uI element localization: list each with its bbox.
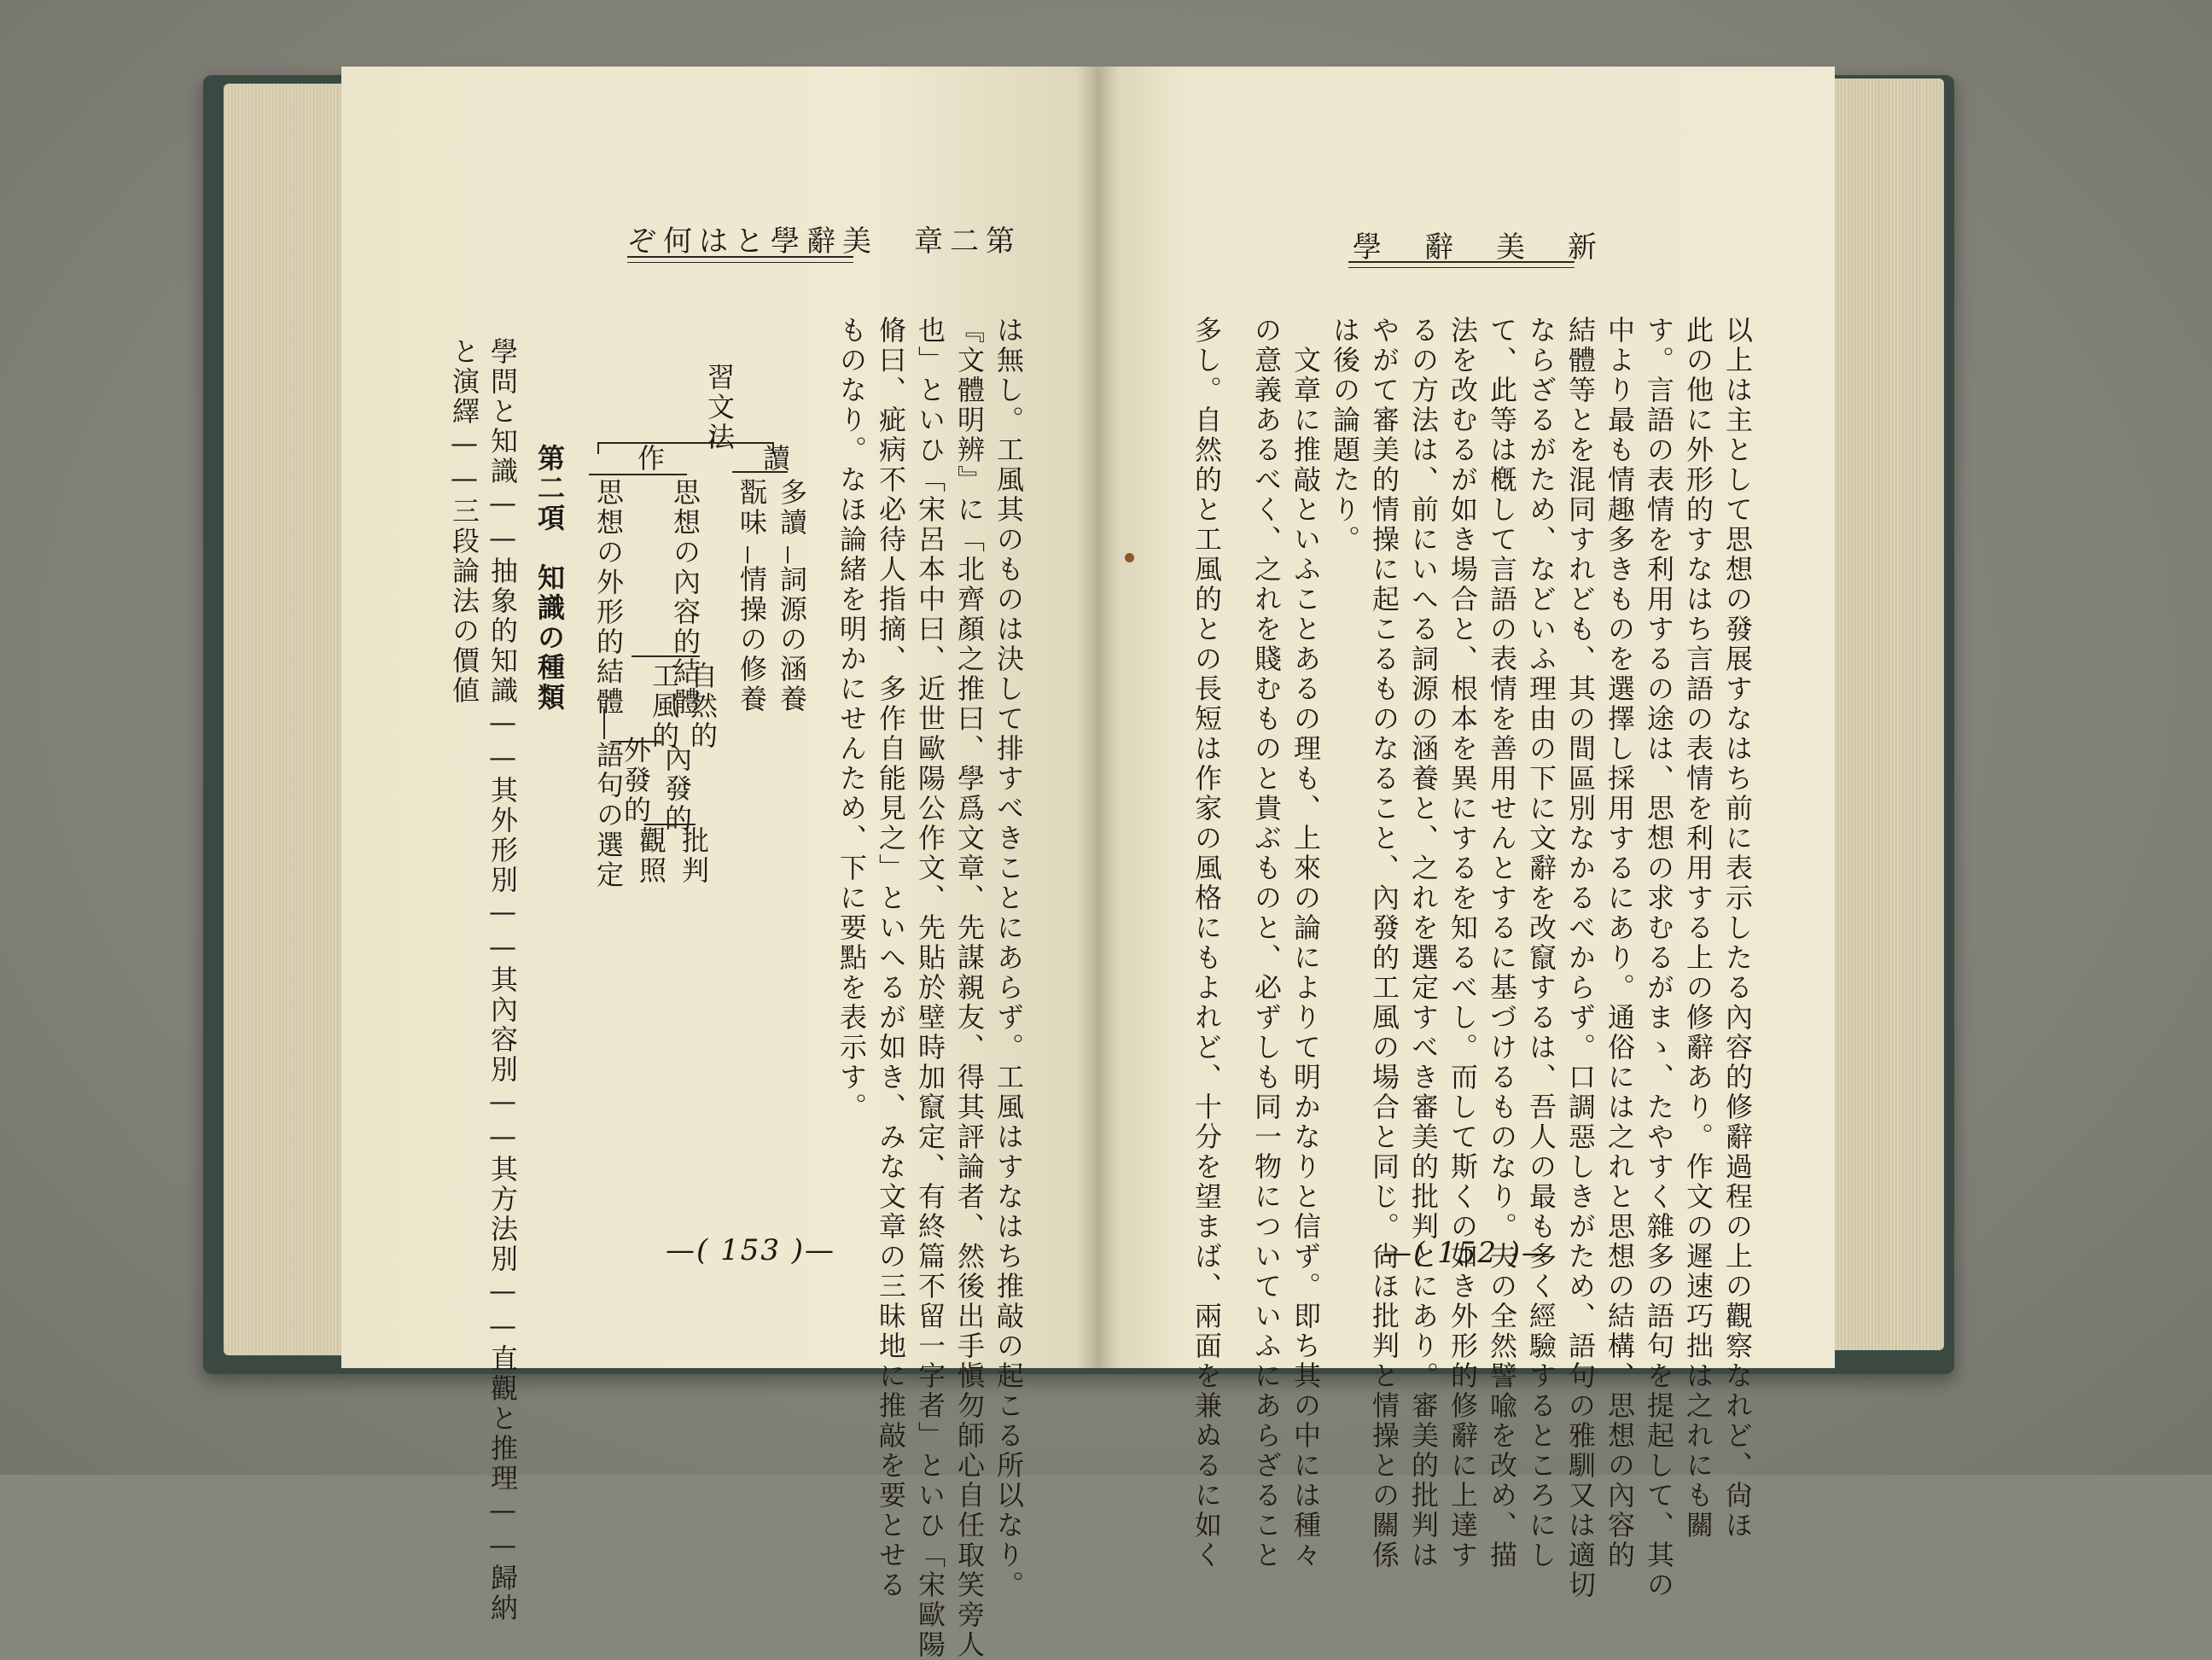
text-column: は後の論題たり。 (1329, 316, 1361, 555)
text-column: の意義あるべく、之れを賤むものと貴ぶものと、必ずしも同一物についていふにあらざること (1250, 316, 1283, 1570)
text-column: 此の他に外形的すなはち言語の表情を利用する上の修辭あり。作文の遲速巧拙は之れにも關 (1682, 316, 1714, 1541)
diagram-line (787, 546, 789, 563)
diagram-appreciate: 翫味 (736, 478, 768, 538)
text-column: 脩曰、疵病不必待人指摘、多作自能見之」といへるが如き、みな文章の三昧地に推敲を要とせる (875, 316, 907, 1600)
stain-mark (1125, 553, 1134, 562)
diagram-many-read: 多讀 (776, 478, 808, 538)
text-column: す。言語の表情を利用するの途は、思想の求むるがまゝ、たやすく雜多の語句を提起して、其の (1643, 316, 1675, 1600)
text-column: 『文體明辨』に「北齊顏之推曰、學爲文章、先謀親友、得其評論者、然後出手愼勿師心自任取笑旁人 (953, 316, 986, 1660)
diagram-line (603, 708, 605, 739)
text-column: 中より最も情趣多きものを選擇し採用するにあり。通俗には之れと思想の結構、思想の內容的 (1604, 316, 1636, 1570)
diagram-read-brace (732, 471, 788, 473)
diagram-outer-dev: 外發的 (620, 736, 652, 825)
section-item-line: と演繹——三段論法の價値 (448, 337, 480, 706)
text-column: ならざるがため、などいふ理由の下に文辭を改竄するは、吾人の最も多く經驗するところにし (1525, 316, 1557, 1570)
book-gutter (1077, 67, 1118, 1368)
diagram-lexicon: 詞源の涵養 (776, 565, 808, 714)
text-column: 法を改むるが如き場合と、根本を異にするを知るべし。而して斯くの如き外形的修辭に上達す (1447, 316, 1479, 1570)
text-column: 多し。自然的と工風的との長短は作家の風格にもよれど、十分を望まば、兩面を兼ぬるに如く (1190, 316, 1223, 1570)
diagram-read: 讀 (759, 444, 791, 474)
right-header-rule (1348, 261, 1575, 268)
section-item-line: 學問と知識——抽象的知識——其外形別——其內容別——其方法別——直觀と推理——歸納 (486, 337, 519, 1623)
left-page-number: —( 153 )— (666, 1233, 836, 1267)
text-column: 文章に推敲といふことあるの理も、上來の論によりて明かなりと信ず。即ち其の中には種々 (1289, 346, 1322, 1570)
text-column: 以上は主として思想の發展すなはち前に表示したる內容的修辭過程の上の觀察なれど、尙ほ (1721, 316, 1754, 1541)
right-page-header: 新 美 辭 學 (1353, 230, 1604, 265)
diagram-crafted: 工風的 (648, 661, 680, 751)
diagram-natural: 自然的 (686, 661, 719, 751)
diagram-inner-dev: 內發的 (661, 744, 693, 834)
text-column: るの方法は、前にいへる詞源の涵養と、之れを選定すべき審美的批判とにあり。審美的批判は (1407, 316, 1440, 1570)
diagram-sentiment: 情操の修養 (736, 565, 768, 714)
diagram-inner-brace (632, 655, 700, 657)
text-column: やがて審美的情操に起こるものなること、內發的工風の場合と同じ。尙ほ批判と情操との關係 (1368, 316, 1400, 1570)
diagram-compose-brace (589, 474, 687, 475)
diagram-root: 習文法 (703, 363, 736, 452)
diagram-root-brace (597, 442, 772, 444)
section-title: 第二項 知識の種類 (533, 444, 566, 713)
diagram-phrase-select: 語句の選定 (592, 741, 625, 890)
diagram-contemplation: 觀照 (635, 826, 667, 886)
text-column: 結體等とを混同すれども、其の間區別なかるべからず。口調惡しきがため、語句の雅馴又は適切 (1564, 316, 1597, 1600)
left-page-header: 第二章 美辭學とは何ぞ (627, 224, 1022, 259)
right-page-number: —( 152 )— (1382, 1236, 1553, 1270)
diagram-line (747, 546, 748, 563)
text-column: ものなり。なほ論緒を明かにせんため、下に要點を表示す。 (835, 316, 868, 1122)
diagram-critique: 批判 (678, 826, 710, 886)
left-header-rule (627, 256, 853, 263)
text-column: て、此等は槪して言語の表情を善用せんとするに基づけるものなり。夫の全然譬喩を改め、描 (1486, 316, 1518, 1570)
diagram-brace-tick (713, 431, 714, 443)
text-column: は無し。工風其のものは決して排すべきことにあらず。工風はすなはち推敲の起こる所以なり。 (992, 316, 1025, 1600)
diagram-brace-tick (597, 442, 599, 454)
text-column: 也」といひ「宋呂本中曰、近世歐陽公作文、先貼於壁時加竄定、有終篇不留一字者」といひ「宋歐陽 (914, 316, 946, 1660)
diagram-outer-structure: 思想の外形的結體 (592, 478, 625, 717)
diagram-inner-structure: 思想の內容的結體 (669, 478, 701, 717)
diagram-dev-brace (644, 824, 696, 825)
diagram-compose: 作 (633, 444, 666, 474)
